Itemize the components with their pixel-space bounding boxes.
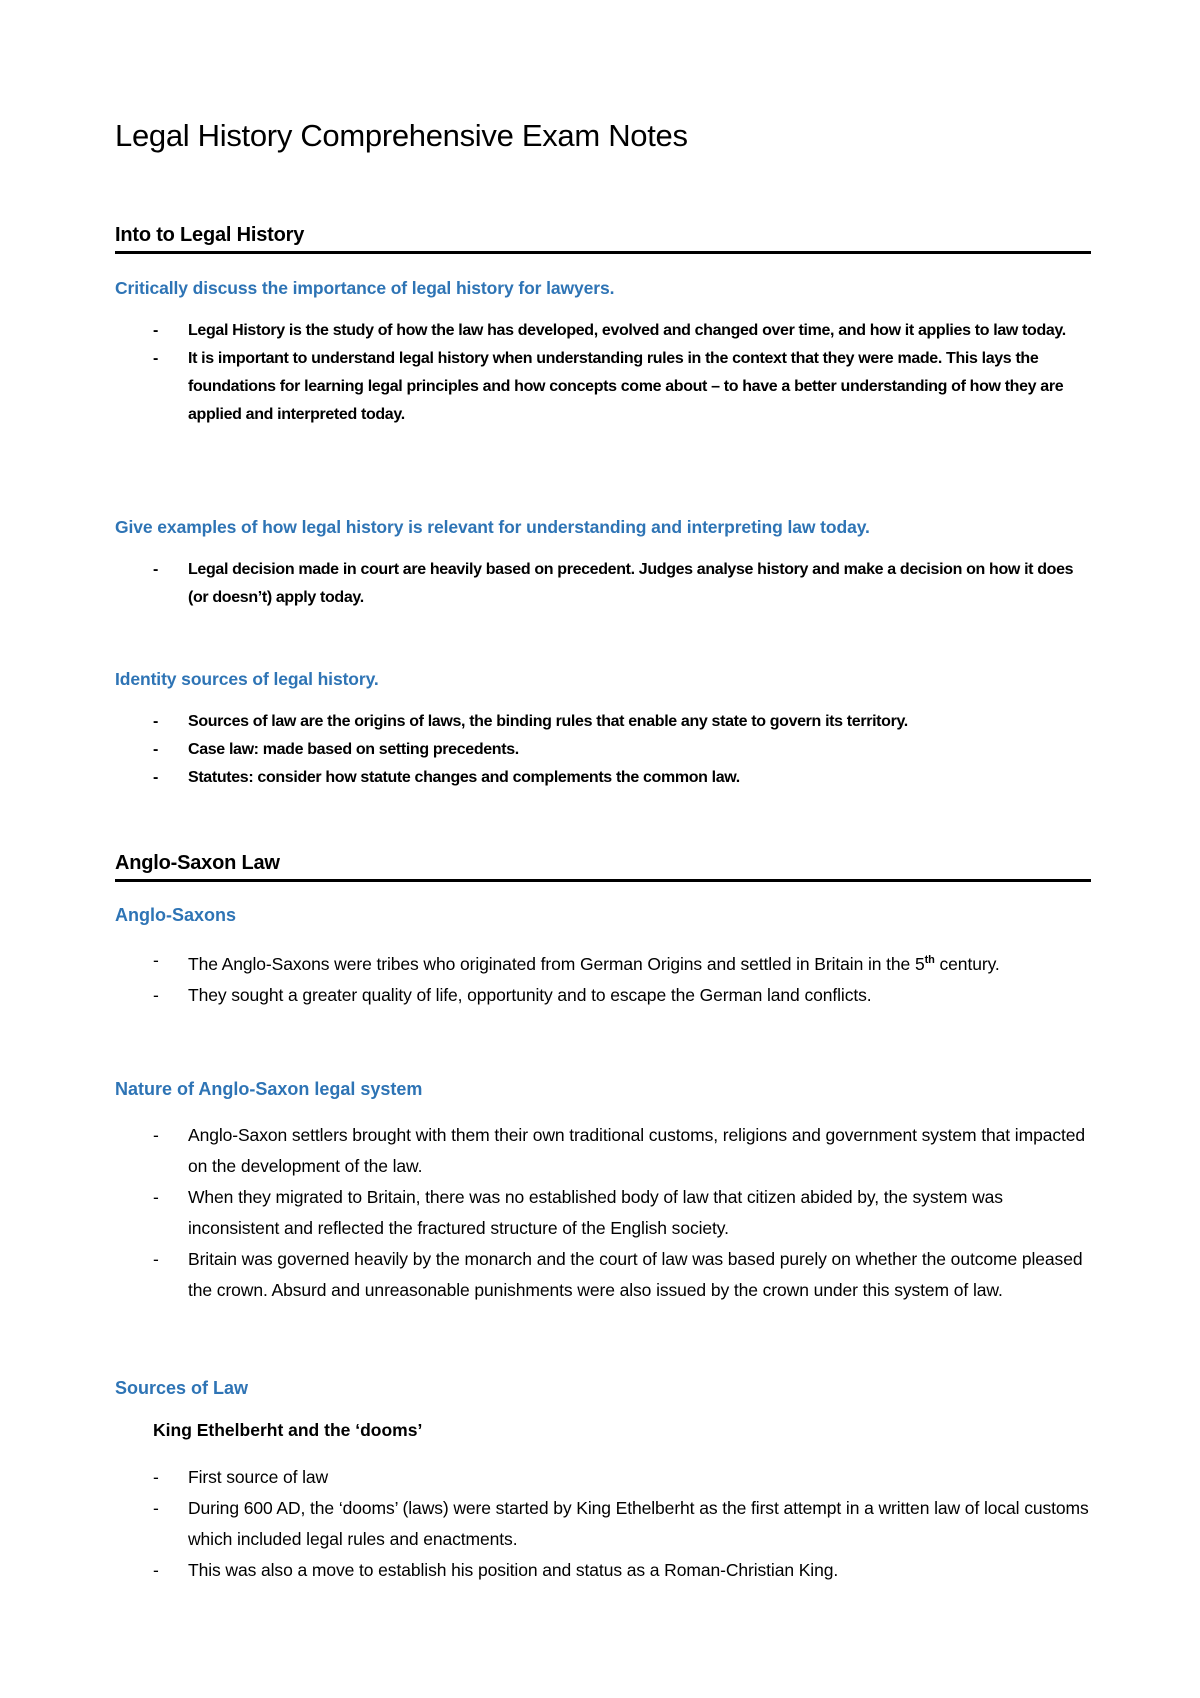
section-heading-intro: Into to Legal History	[115, 224, 1091, 254]
subheading-king-ethelberht: King Ethelberht and the ‘dooms’	[153, 1420, 423, 1440]
bullet-dash: -	[153, 1467, 159, 1487]
section-heading-anglo-saxon: Anglo-Saxon Law	[115, 852, 1091, 882]
bullet-dash: -	[153, 1249, 159, 1269]
list-item: - When they migrated to Britain, there was no established body of law that citizen abided by, the system was inconsistent and reflected the fractured structure of the English society.	[153, 1182, 1091, 1244]
bullet-list-sources	[153, 708, 1091, 792]
list-item: - It is important to understand legal history when understanding rules in the context that they were made. This lays the foundations for learning legal principles and how concepts come about – to have a better understanding of how they are applied and interpreted today.	[153, 345, 1091, 429]
bullet-dash: -	[153, 769, 158, 786]
list-item: - The Anglo-Saxons were tribes who originated from German Origins and settled in Britain in the 5th century.	[153, 945, 1091, 980]
bullet-dash: -	[153, 1187, 159, 1207]
list-item: - Legal History is the study of how the law has developed, evolved and changed over time, and how it applies to law today.	[153, 317, 1091, 345]
bullet-dash: -	[153, 322, 158, 339]
bullet-dash: -	[153, 741, 158, 758]
list-item: - First source of law	[153, 1462, 1091, 1493]
bullet-dash: -	[153, 1560, 159, 1580]
list-item: - Case law: made based on setting precedents.	[153, 736, 1091, 764]
question-importance: Critically discuss the importance of legal history for lawyers.	[115, 278, 615, 298]
list-item: - Sources of law are the origins of laws, the binding rules that enable any state to govern its territory.	[153, 708, 1091, 736]
bullet-dash: -	[153, 1498, 159, 1518]
bullet-dash: -	[153, 1125, 159, 1145]
list-item: - During 600 AD, the ‘dooms’ (laws) were started by King Ethelberht as the first attempt in a written law of local customs which included legal rules and enactments.	[153, 1493, 1091, 1555]
list-item: - They sought a greater quality of life, opportunity and to escape the German land conflicts.	[153, 980, 1091, 1011]
bullet-dash: -	[153, 950, 159, 970]
subheading-nature-legal-system: Nature of Anglo-Saxon legal system	[115, 1079, 423, 1099]
list-item: - Anglo-Saxon settlers brought with them their own traditional customs, religions and government system that impacted on the development of the law.	[153, 1120, 1091, 1182]
list-item: - This was also a move to establish his position and status as a Roman-Christian King.	[153, 1555, 1091, 1586]
bullet-dash: -	[153, 984, 159, 1005]
list-item: - Statutes: consider how statute changes and complements the common law.	[153, 764, 1091, 792]
subheading-sources-of-law: Sources of Law	[115, 1378, 249, 1398]
bullet-list-importance	[153, 317, 1091, 429]
list-item: - Britain was governed heavily by the monarch and the court of law was based purely on whether the outcome pleased the crown. Absurd and unreasonable punishments were also issued by the crown under this system of law.	[153, 1244, 1091, 1306]
bullet-list-relevance	[153, 556, 1091, 612]
bullet-dash: -	[153, 350, 158, 367]
document-title: Legal History Comprehensive Exam Notes	[115, 118, 688, 153]
ordinal-suffix: th	[924, 954, 935, 966]
bullet-list-nature	[153, 1120, 1091, 1306]
subheading-anglo-saxons: Anglo-Saxons	[115, 905, 237, 925]
question-relevance: Give examples of how legal history is relevant for understanding and interpreting law today.	[115, 517, 870, 537]
list-item: - Legal decision made in court are heavily based on precedent. Judges analyse history and make a decision on how it does (or doesn’t) apply today.	[153, 556, 1091, 612]
bullet-dash: -	[153, 561, 158, 578]
bullet-list-anglo-saxons	[153, 945, 1091, 1011]
bullet-list-dooms	[153, 1462, 1091, 1586]
question-sources: Identity sources of legal history.	[115, 669, 379, 689]
bullet-dash: -	[153, 713, 158, 730]
